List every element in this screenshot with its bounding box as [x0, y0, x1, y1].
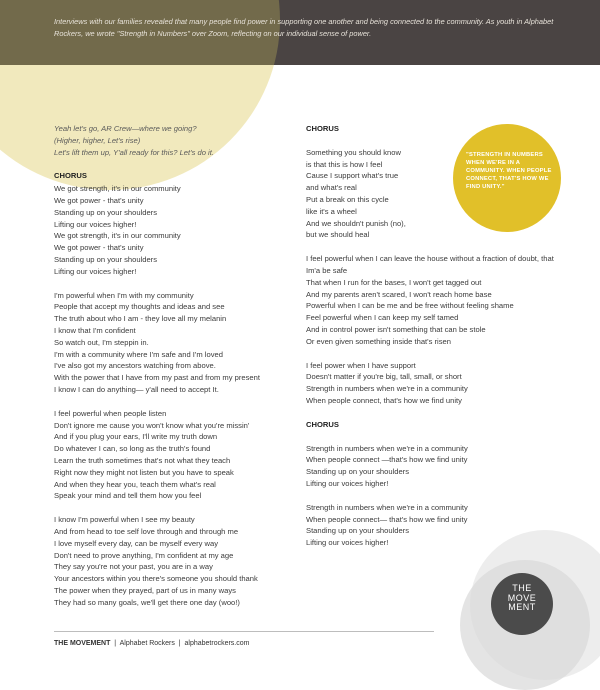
- lyric-line: And if you plug your ears, I'll write my truth down: [54, 432, 218, 442]
- lyric-line: Or even given something inside that's risen: [306, 336, 451, 346]
- lyric-line: Don't ignore me cause you won't know what you're missin': [54, 420, 250, 430]
- pull-quote: "STRENGTH IN NUMBERS WHEN WE'RE IN A COMMUNITY. WHEN PEOPLE CONNECT, THAT'S HOW WE FIND UNITY.": [466, 152, 552, 190]
- footer-title: THE MOVEMENT: [54, 640, 111, 647]
- lyric-line: I'm with a community where I'm safe and I'm loved: [54, 349, 223, 359]
- lyric-line: Your ancestors within you there's someone you should thank: [54, 574, 258, 584]
- lyric-line: Lifting our voices higher!: [306, 538, 389, 548]
- lyric-line: but we should heal: [306, 230, 370, 240]
- lyric-line: And my parents aren't scared, I won't reach home base: [306, 289, 492, 299]
- left-column: [54, 123, 294, 620]
- chorus-stanza: [54, 183, 294, 277]
- lyric-line: like it's a wheel: [306, 206, 357, 216]
- lyric-line: Lifting our voices higher!: [54, 266, 137, 276]
- lyric-line: I know that I'm confident: [54, 325, 136, 335]
- lyric-line: I've also got my ancestors watching from above.: [54, 361, 216, 371]
- lyric-line: I feel powerful when I can leave the house without a fraction of doubt, that Im'a be safe: [306, 254, 556, 275]
- footer-separator: |: [114, 640, 117, 647]
- lyric-line: And from head to toe self love through and through me: [54, 526, 239, 536]
- lyric-line: Do whatever I can, so long as the truth's found: [54, 444, 211, 454]
- lyric-line: We got power - that's unity: [54, 195, 144, 205]
- lyric-line: I know I can do anything— y'all need to accept It.: [54, 384, 219, 394]
- footer-divider: [54, 631, 434, 632]
- lyric-line: The truth about who I am - they love all my melanin: [54, 314, 227, 324]
- verse-stanza: [54, 514, 294, 608]
- lyric-line: Cause I support what's true: [306, 171, 399, 181]
- lyrics-intro: [54, 123, 294, 158]
- lyric-line: And when they hear you, teach them what's real: [54, 479, 216, 489]
- lyric-line: Put a break on this cycle: [306, 194, 389, 204]
- footer: [54, 640, 249, 647]
- lyric-line: Lifting our voices higher!: [306, 478, 389, 488]
- logo-line: MENT: [508, 602, 536, 612]
- lyric-line: Standing up on your shoulders: [306, 467, 410, 477]
- movement-logo: [491, 584, 553, 613]
- lyric-line: Feel powerful when I can keep my self tamed: [306, 313, 459, 323]
- chorus-heading: CHORUS: [306, 419, 339, 429]
- lyric-line: Strength in numbers when we're in a community: [306, 384, 468, 394]
- lyric-line: Strength in numbers when we're in a community: [306, 443, 468, 453]
- lyric-line: (Higher, higher, Let's rise): [54, 135, 141, 145]
- verse-stanza: [54, 290, 294, 396]
- lyric-line: Right now they might not listen but you have to speak: [54, 467, 234, 477]
- lyric-line: When people connect —that's how we find unity: [306, 455, 468, 465]
- footer-org: Alphabet Rockers: [119, 640, 175, 647]
- lyric-line: Doesn't matter if you're big, tall, small, or short: [306, 372, 462, 382]
- lyric-line: The power when they prayed, part of us in many ways: [54, 585, 236, 595]
- lyric-line: Don't need to prove anything, I'm confident at my age: [54, 550, 234, 560]
- lyric-line: I feel powerful when people listen: [54, 408, 167, 418]
- logo-line: MOVE: [507, 592, 537, 603]
- lyric-line: is that this is how I feel: [306, 159, 383, 169]
- chorus-stanza: [306, 443, 556, 490]
- lyric-line: Learn the truth sometimes that's not what they teach: [54, 455, 231, 465]
- lyric-line: Standing up on your shoulders: [54, 207, 158, 217]
- logo-line: THE: [512, 583, 532, 593]
- footer-website-link[interactable]: alphabetrockers.com: [184, 640, 250, 647]
- chorus-heading: CHORUS: [306, 124, 339, 133]
- lyric-line: Speak your mind and tell them how you feel: [54, 491, 202, 501]
- lyric-line: They say you're not your past, you are in a way: [54, 562, 213, 572]
- lyric-line: We got strength, it's in our community: [54, 231, 181, 241]
- lyric-line: And we shouldn't punish (no),: [306, 218, 406, 228]
- chorus-heading: CHORUS: [54, 171, 87, 181]
- intro-paragraph: Interviews with our families revealed that many people find power in supporting one another and being connected to the community. As youth in Alphabet Rockers, we wrote "Strength in Numbers" over Zoom, reflecting on our individual sense of power.: [54, 17, 554, 39]
- lyric-line: Powerful when I can be me and be free without feeling shame: [306, 301, 514, 311]
- lyric-line: When people connect— that's how we find unity: [306, 514, 468, 524]
- lyric-line: They had so many goals, we'll get there one day (woo!): [54, 597, 240, 607]
- lyric-line: That when I run for the bases, I won't get tagged out: [306, 277, 482, 287]
- lyric-line: Something you should know: [306, 147, 401, 157]
- lyric-line: I know I'm powerful when I see my beauty: [54, 515, 195, 525]
- lyric-line: Let's lift them up, Y'all ready for this? Let's do it.: [54, 147, 214, 157]
- lyric-line: Standing up on your shoulders: [306, 526, 410, 536]
- lyric-line: I'm powerful when I'm with my community: [54, 290, 194, 300]
- lyric-line: Strength in numbers when we're in a community: [306, 502, 468, 512]
- lyric-line: When people connect, that's how we find unity: [306, 395, 462, 405]
- lyric-line: People that accept my thoughts and ideas and see: [54, 302, 225, 312]
- lyric-line: Yeah let's go, AR Crew—where we going?: [54, 124, 197, 133]
- lyric-line: We got power - that's unity: [54, 243, 144, 253]
- lyric-line: and what's real: [306, 183, 357, 193]
- lyric-line: So watch out, I'm steppin in.: [54, 337, 149, 347]
- lyric-line: Standing up on your shoulders: [54, 254, 158, 264]
- lyric-line: Lifting our voices higher!: [54, 219, 137, 229]
- lyric-line: And in control power isn't something that can be stole: [306, 324, 486, 334]
- lyric-line: We got strength, it's in our community: [54, 184, 181, 194]
- verse-stanza: [306, 253, 556, 347]
- footer-separator: |: [178, 640, 181, 647]
- verse-stanza: [54, 408, 294, 502]
- lyric-line: I feel power when I have support: [306, 360, 416, 370]
- lyric-line: I love myself every day, can be myself every way: [54, 538, 219, 548]
- verse-stanza: [306, 360, 556, 407]
- lyric-line: With the power that I have from my past and from my present: [54, 373, 260, 383]
